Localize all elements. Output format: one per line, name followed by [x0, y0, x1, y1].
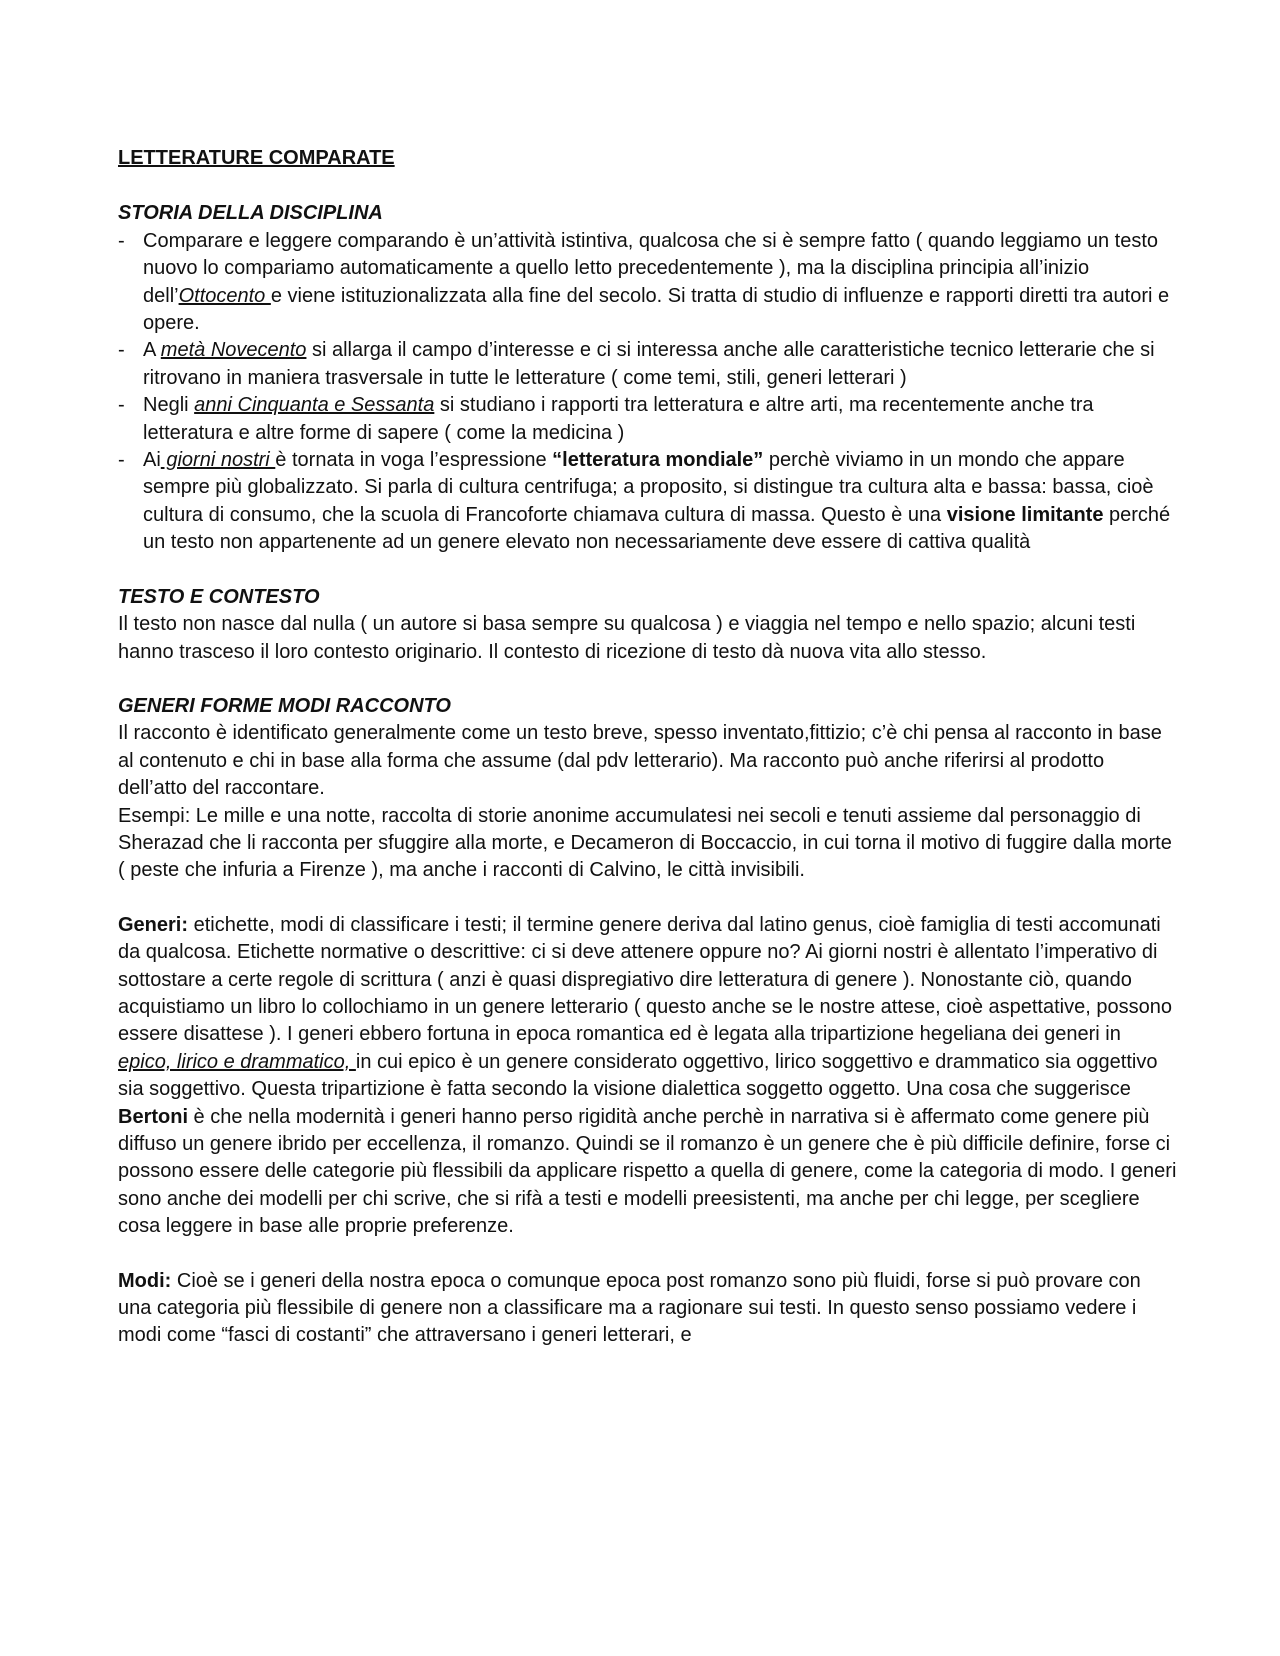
document-title: LETTERATURE COMPARATE [118, 147, 395, 169]
paragraph-modi: Modi: Cioè se i generi della nostra epoca o comunque epoca post romanzo sono più fluidi, forse si può provare con una categoria più flessibile di genere non a classificare ma a ragionare sui testi. In questo senso possiamo vedere i modi come “fasci di costanti” che attraversano i generi letterari, e [118, 1269, 1141, 1347]
section-title-generi-forme: GENERI FORME MODI RACCONTO [118, 694, 451, 717]
highlight-ottocento: Ottocento [178, 284, 271, 307]
document-page [118, 145, 1178, 1350]
paragraph-testo: Il testo non nasce dal nulla ( un autore si basa sempre su qualcosa ) e viaggia nel tempo e nello spazio; alcuni testi hanno trasceso il loro contesto originario. Il contesto di ricezione di testo dà nuova vita allo stesso. [118, 613, 1136, 663]
bold-visione-limitante: visione limitante [946, 503, 1104, 526]
list-item: - Comparare e leggere comparando è un’attività istintiva, qualcosa che si è sempre fatto ( quando leggiamo un testo nuovo lo compariamo automaticamente a quello letto precedentemente ), ma la disciplina principia all’inizio dell’Ottocento e viene istituzionalizzata alla fine del secolo. Si tratta di studio di influenze e rapporti diretti tra autori e opere. [118, 228, 1178, 338]
section-title-testo: TESTO E CONTESTO [118, 585, 320, 608]
paragraph-generi: Generi: etichette, modi di classificare i testi; il termine genere deriva dal latino genus, cioè famiglia di testi accomunati da qualcosa. Etichette normative o descrittive: ci si deve attenere oppure no? Ai giorni nostri è allentato l’imperativo di sottostare a certe regole di scrittura ( anzi è quasi dispregiativo dire letteratura di genere ). Nonostante ciò, quando acquistiamo un libro lo collochiamo in un genere letterario ( questo anche se le nostre attese, cioè aspettative, possono essere disattese ). I generi ebbero fortuna in epoca romantica ed è legata alla tripartizione hegeliana dei generi in epico, lirico e drammatico, in cui epico è un genere considerato oggettivo, lirico soggettivo e drammatico sia oggettivo sia soggettivo. Questa tripartizione è fatta secondo la visione dialettica soggetto oggetto. Una cosa che suggerisce Bertoni è che nella modernità i generi hanno perso rigidità anche perchè in narrativa si è affermato come genere più diffuso un genere ibrido per eccellenza, il romanzo. Quindi se il romanzo è un genere che è più difficile definire, forse ci possono essere delle categorie più flessibili da applicare rispetto a quella di genere, come la categoria di modo. I generi sono anche dei modelli per chi scrive, che si rifà a testi e modelli preesistenti, ma anche per chi legge, per scegliere cosa leggere in base alle proprie preferenze. [118, 913, 1177, 1238]
highlight-novecento: metà Novecento [160, 339, 307, 362]
storia-list [118, 228, 1178, 557]
list-item: - Ai giorni nostri è tornata in voga l’espressione “letteratura mondiale” perchè viviamo in un mondo che appare sempre più globalizzato. Si parla di cultura centrifuga; a proposito, si distingue tra cultura alta e bassa: bassa, cioè cultura di consumo, che la scuola di Francoforte chiamava cultura di massa. Questo è una visione limitante perché un testo non appartenente ad un genere elevato non necessariamente deve essere di cattiva qualità [118, 447, 1178, 557]
label-generi: Generi: [118, 913, 189, 936]
highlight-anni: anni Cinquanta e Sessanta [194, 394, 435, 417]
list-item: - A metà Novecento si allarga il campo d’interesse e ci si interessa anche alle caratteristiche tecnico letterarie che si ritrovano in maniera trasversale in tutte le letterature ( come temi, stili, generi letterari ) [118, 337, 1178, 392]
paragraph-racconto: Il racconto è identificato generalmente come un testo breve, spesso inventato,fittizio; c’è chi pensa al racconto in base al contenuto e chi in base alla forma che assume (dal pdv letterario). Ma racconto può anche riferirsi al prodotto dell’atto del raccontare. [118, 722, 1162, 800]
bold-bertoni: Bertoni [118, 1105, 188, 1128]
section-title-storia: STORIA DELLA DISCIPLINA [118, 202, 383, 225]
label-modi: Modi: [118, 1269, 172, 1292]
bold-letteratura-mondiale: “letteratura mondiale” [552, 449, 764, 472]
highlight-giorni-nostri: giorni nostri [160, 449, 276, 472]
paragraph-esempi: Esempi: Le mille e una notte, raccolta di storie anonime accumulatesi nei secoli e tenuti assieme dal personaggio di Sherazad che li racconta per sfuggire alla morte, e Decameron di Boccaccio, in cui torna il motivo di fuggire dalla morte ( peste che infuria a Firenze ), ma anche i racconti di Calvino, le città invisibili. [118, 804, 1172, 882]
list-item: - Negli anni Cinquanta e Sessanta si studiano i rapporti tra letteratura e altre arti, ma recentemente anche tra letteratura e altre forme di sapere ( come la medicina ) [118, 392, 1178, 447]
highlight-epico-lirico: epico, lirico e drammatico, [118, 1050, 356, 1073]
